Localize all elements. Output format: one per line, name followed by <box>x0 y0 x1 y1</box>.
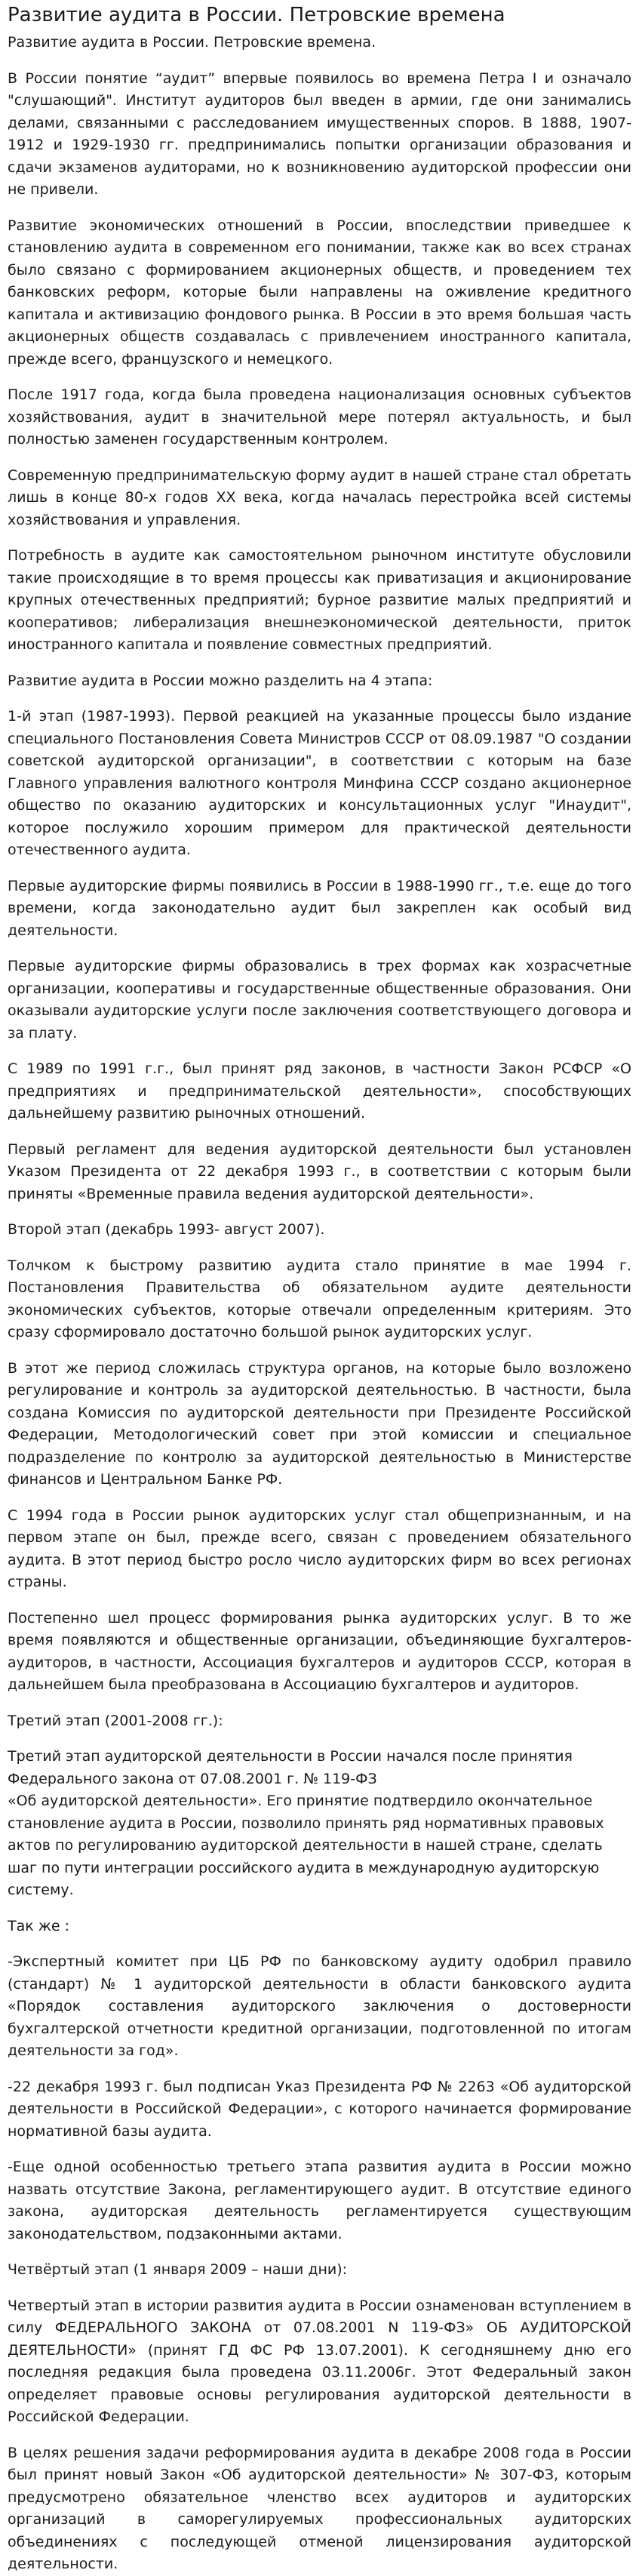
paragraph: С 1994 года в России рынок аудиторских услуг стал общепризнанным, и на первом этапе он был, прежде всего, связан с проведением обязательного аудита. В этот период быстро росло число аудиторских фирм во всех регионах страны. <box>8 1507 631 1590</box>
paragraph: Потребность в аудите как самостоятельном рыночном институте обусловили такие происходящие в то время процессы как приватизация и акционирование крупных отечественных предприятий; бурное развитие малых предприятий и кооперативов; либерализация внешнеэкономической деятельности, приток иностранного капитала и появление совместных предприятий. <box>8 547 631 653</box>
paragraph-line: Федерального закона от 07.08.2001 г. № 119-ФЗ <box>8 1770 377 1787</box>
paragraph: Так же : <box>8 1917 70 1934</box>
paragraph-line: шаг по пути интеграции российского аудита в международную аудиторскую <box>8 1859 600 1876</box>
paragraph-line: «Об аудиторской деятельности». Его принятие подтвердило окончательное <box>8 1793 593 1809</box>
paragraph: Развитие аудита в России. Петровские времена. <box>8 34 376 51</box>
paragraph: Современную предпринимательскую форму аудит в нашей стране стал обретать лишь в конце 80-х годов XX века, когда началась перестройка всей системы хозяйствования и управления. <box>8 466 631 528</box>
paragraph-line: систему. <box>8 1882 74 1898</box>
paragraph: После 1917 года, когда была проведена национализация основных субъектов хозяйствования, аудит в значительной мере потерял актуальность, и был полностью заменен государственным контролем. <box>8 386 631 448</box>
page-title: Развитие аудита в России. Петровские времена <box>8 4 505 26</box>
paragraph: 1-й этап (1987-1993). Первой реакцией на указанные процессы было издание специального Постановления Совета Министров СССР от 08.09.1987 "О создании советской аудиторской организации", в соответствии с которым на базе Главного управления валютного контроля Минфина СССР создано акционерное общество по оказанию аудиторских и консультационных услуг "Инаудит", которое послужило хорошим примером для практической деятельности отечественного аудита. <box>8 708 631 858</box>
paragraph: В целях решения задачи реформирования аудита в декабре 2008 года в России был принят новый Закон «Об аудиторской деятельности» № 307-ФЗ, которым предусмотрено обязательное членство всех аудиторов и аудиторских организаций в саморегулируемых профессиональных аудиторских объединениях с последующей отменой лицензирования аудиторской деятельности. <box>8 2444 631 2572</box>
paragraph: Четвёртый этап (1 января 2009 – наши дни): <box>8 2261 348 2278</box>
paragraph: Постепенно шел процесс формирования рынка аудиторских услуг. В то же время появляются и общественные организации, объединяющие бухгалтеров-аудиторов, в частности, Ассоциация бухгалтеров и аудиторов СССР, которая в дальнейшем была преобразована в Ассоциацию бухгалтеров и аудиторов. <box>8 1609 631 1693</box>
paragraph: Второй этап (декабрь 1993- август 2007). <box>8 1221 325 1238</box>
paragraph: Толчком к быстрому развитию аудита стало принятие в мае 1994 г. Постановления Правительства об обязательном аудите деятельности экономических субъектов, которые отвечали определенным критериям. Это сразу сформировало достаточно большой рынок аудиторских услуг. <box>8 1257 631 1340</box>
document-body <box>8 32 631 2576</box>
paragraph: Четвертый этап в истории развития аудита в России ознаменован вступлением в силу ФЕДЕРАЛЬНОГО ЗАКОНА от 07.08.2001 N 119-ФЗ» ОБ АУДИТОРСКОЙ ДЕЯТЕЛЬНОСТИ» (принят ГД ФС РФ 13.07.2001). К сегодняшнему дню его последняя редакция была проведена 03.11.2006г. Этот Федеральный закон определяет правовые основы регулирования аудиторской деятельности в Российской Федерации. <box>8 2297 631 2425</box>
paragraph: Первый регламент для ведения аудиторской деятельности был установлен Указом Президента от 22 декабря 1993 г., в соответствии с которым были приняты «Временные правила ведения аудиторской деятельности». <box>8 1140 631 1202</box>
paragraph-line: актов по регулированию аудиторской деятельности в нашей стране, сделать <box>8 1837 603 1854</box>
paragraph: -Еще одной особенностью третьего этапа развития аудита в России можно назвать отсутствие Закона, регламентирующего аудит. В отсутствие единого закона, аудиторская деятельность регламентируется существующим законодательством, подзаконными актами. <box>8 2159 631 2242</box>
paragraph: -Экспертный комитет при ЦБ РФ по банковскому аудиту одобрил правило (стандарт) № 1 аудиторской деятельности в области банковского аудита «Порядок составления аудиторского заключения о достоверности бухгалтерской отчетности кредитной организации, подготовленной по итогам деятельности за год». <box>8 1953 631 2059</box>
paragraph: В России понятие “аудит” впервые появилось во времена Петра I и означало "слушающий". Институт аудиторов был введен в армии, где они занимались делами, связанными с расследованием имущественных споров. В 1888, 1907-1912 и 1929-1930 гг. предпринимались попытки организации образования и сдачи экзаменов аудиторами, но к возникновению аудиторской профессии они не привели. <box>8 69 631 198</box>
paragraph: В этот же период сложилась структура органов, на которые было возложено регулирование и контроль за аудиторской деятельностью. В частности, была создана Комиссия по аудиторской деятельности при Президенте Российской Федерации, Методологический совет при этой комиссии и специальное подразделение по контролю за аудиторской деятельностью в Министерстве финансов и Центральном Банке РФ. <box>8 1359 631 1488</box>
paragraph: Развитие экономических отношений в России, впоследствии приведшее к становлению аудита в современном его понимании, также как во всех странах было связано с формированием акционерных обществ, и проведением тех банковских реформ, которые были направлены на оживление кредитного капитала и активизацию фондового рынка. В России в это время большая часть акционерных обществ создавалась с привлечением иностранного капитала, прежде всего, французского и немецкого. <box>8 217 631 368</box>
paragraph: Развитие аудита в России можно разделить на 4 этапа: <box>8 672 433 689</box>
paragraph-line: становление аудита в России, позволило принять ряд нормативных правовых <box>8 1814 604 1832</box>
paragraph: Первые аудиторские фирмы образовались в трех формах как хозрасчетные организации, кооперативы и государственные общественные образования. Они оказывали аудиторские услуги после заключения соответствующего договора и за плату. <box>8 958 631 1042</box>
paragraph: Первые аудиторские фирмы появились в России в 1988-1990 гг., т.е. еще до того времени, когда законодательно аудит был закреплен как особый вид деятельности. <box>8 877 631 939</box>
paragraph: Третий этап (2001-2008 гг.): <box>8 1712 223 1729</box>
paragraph <box>8 1746 631 1902</box>
paragraph: -22 декабря 1993 г. был подписан Указ Президента РФ № 2263 «Об аудиторской деятельности в Российской Федерации», с которого начинается формирование нормативной базы аудита. <box>8 2078 631 2140</box>
paragraph-line: Третий этап аудиторской деятельности в России начался после принятия <box>8 1748 573 1765</box>
paragraph: С 1989 по 1991 г.г., был принят ряд законов, в частности Закон РСФСР «О предприятиях и предпринимательской деятельности», способствующих дальнейшему развитию рыночных отношений. <box>8 1060 631 1122</box>
